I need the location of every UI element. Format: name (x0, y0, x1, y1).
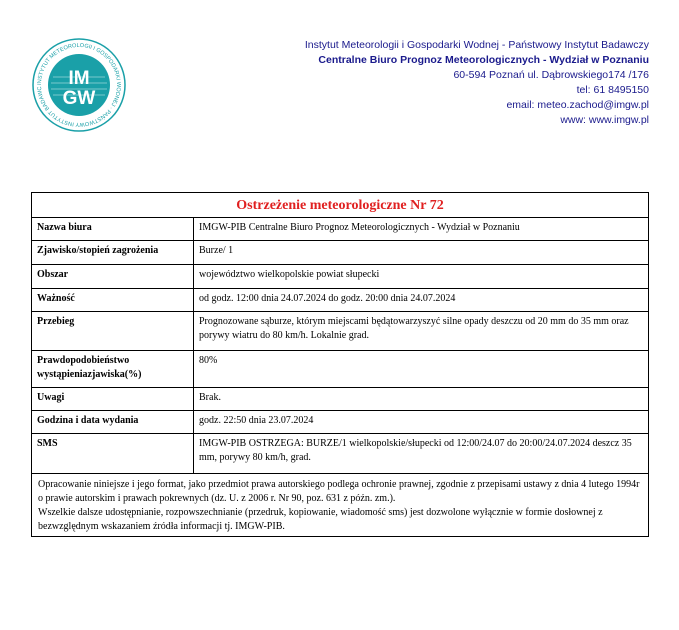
copyright-paragraph: Opracowanie niniejsze i jego format, jako przedmiot prawa autorskiego podlega ochronie prawnej, zgodnie z przepisami ustawy z dnia 4 lutego 1994r o prawie autorskim i prawach pokrewnych (dz. U. z 2006 r. Nr 90, poz. 631 z późn. zm.). (38, 479, 640, 504)
table-row (32, 411, 648, 434)
table-row (32, 312, 648, 351)
redistribution-paragraph: Wszelkie dalsze udostępnianie, rozpowszechnianie (przedruk, kopiowanie, wiadomość sms) jest dozwolone wyłącznie w formie dosłownej z bezwzględnym wskazaniem źródła informacji tj. IMGW-PIB. (38, 507, 603, 532)
row-label: Ważność (32, 289, 194, 312)
row-value: IMGW-PIB Centralne Biuro Prognoz Meteorologicznych - Wydział w Poznaniu (194, 218, 649, 241)
row-value: Burze/ 1 (194, 241, 649, 265)
email[interactable]: email: meteo.zachod@imgw.pl (506, 99, 649, 111)
row-label: Obszar (32, 265, 194, 289)
row-label: Godzina i data wydania (32, 411, 194, 434)
row-value: od godz. 12:00 dnia 24.07.2024 do godz. 20:00 dnia 24.07.2024 (194, 289, 649, 312)
logo-ring-text: INSTYTUT METEOROLOGII I GOSPODARKI WODNEJ · PAŃSTWOWY INSTYTUT BADAWC (36, 42, 122, 128)
table-row (32, 241, 648, 265)
table-row (32, 289, 648, 312)
institute-header (305, 38, 649, 128)
row-label: Prawdopodobieństwo wystąpieniazjawiska(%) (32, 351, 194, 388)
row-label: Zjawisko/stopień zagrożenia (32, 241, 194, 265)
row-label: SMS (32, 434, 194, 474)
warning-title: Ostrzeżenie meteorologiczne Nr 72 (32, 193, 648, 218)
row-label: Przebieg (32, 312, 194, 351)
office-name: Centralne Biuro Prognoz Meteorologicznych - Wydział w Poznaniu (318, 54, 649, 66)
row-value: 80% (194, 351, 649, 388)
table-row (32, 265, 648, 289)
imgw-logo (31, 37, 127, 133)
row-value: Prognozowane sąburze, którym miejscami będątowarzyszyć silne opady deszczu od 20 mm do 35 mm oraz porywy wiatru do 80 km/h. Lokalnie grad. (194, 312, 649, 351)
row-value: Brak. (194, 388, 649, 411)
logo-mark-top: IM (68, 68, 90, 89)
table-row (32, 388, 648, 411)
address: 60-594 Poznań ul. Dąbrowskiego174 /176 (453, 69, 649, 81)
row-label: Nazwa biura (32, 218, 194, 241)
table-row (32, 218, 648, 241)
logo-mark-bottom: GW (62, 88, 96, 109)
row-value: województwo wielkopolskie powiat słupecki (194, 265, 649, 289)
table-row (32, 434, 648, 474)
warning-document (31, 192, 649, 537)
website[interactable]: www: www.imgw.pl (560, 114, 649, 126)
row-label: Uwagi (32, 388, 194, 411)
row-value: godz. 22:50 dnia 23.07.2024 (194, 411, 649, 434)
phone: tel: 61 8495150 (576, 84, 649, 96)
row-value: IMGW-PIB OSTRZEGA: BURZE/1 wielkopolskie/słupecki od 12:00/24.07 do 20:00/24.07.2024 deszcz 35 mm, porywy 80 km/h, grad. (194, 434, 649, 474)
table-row (32, 351, 648, 388)
institute-name: Instytut Meteorologii i Gospodarki Wodnej - Państwowy Instytut Badawczy (304, 39, 649, 51)
copyright-notice (32, 474, 648, 534)
warning-table (32, 218, 648, 474)
